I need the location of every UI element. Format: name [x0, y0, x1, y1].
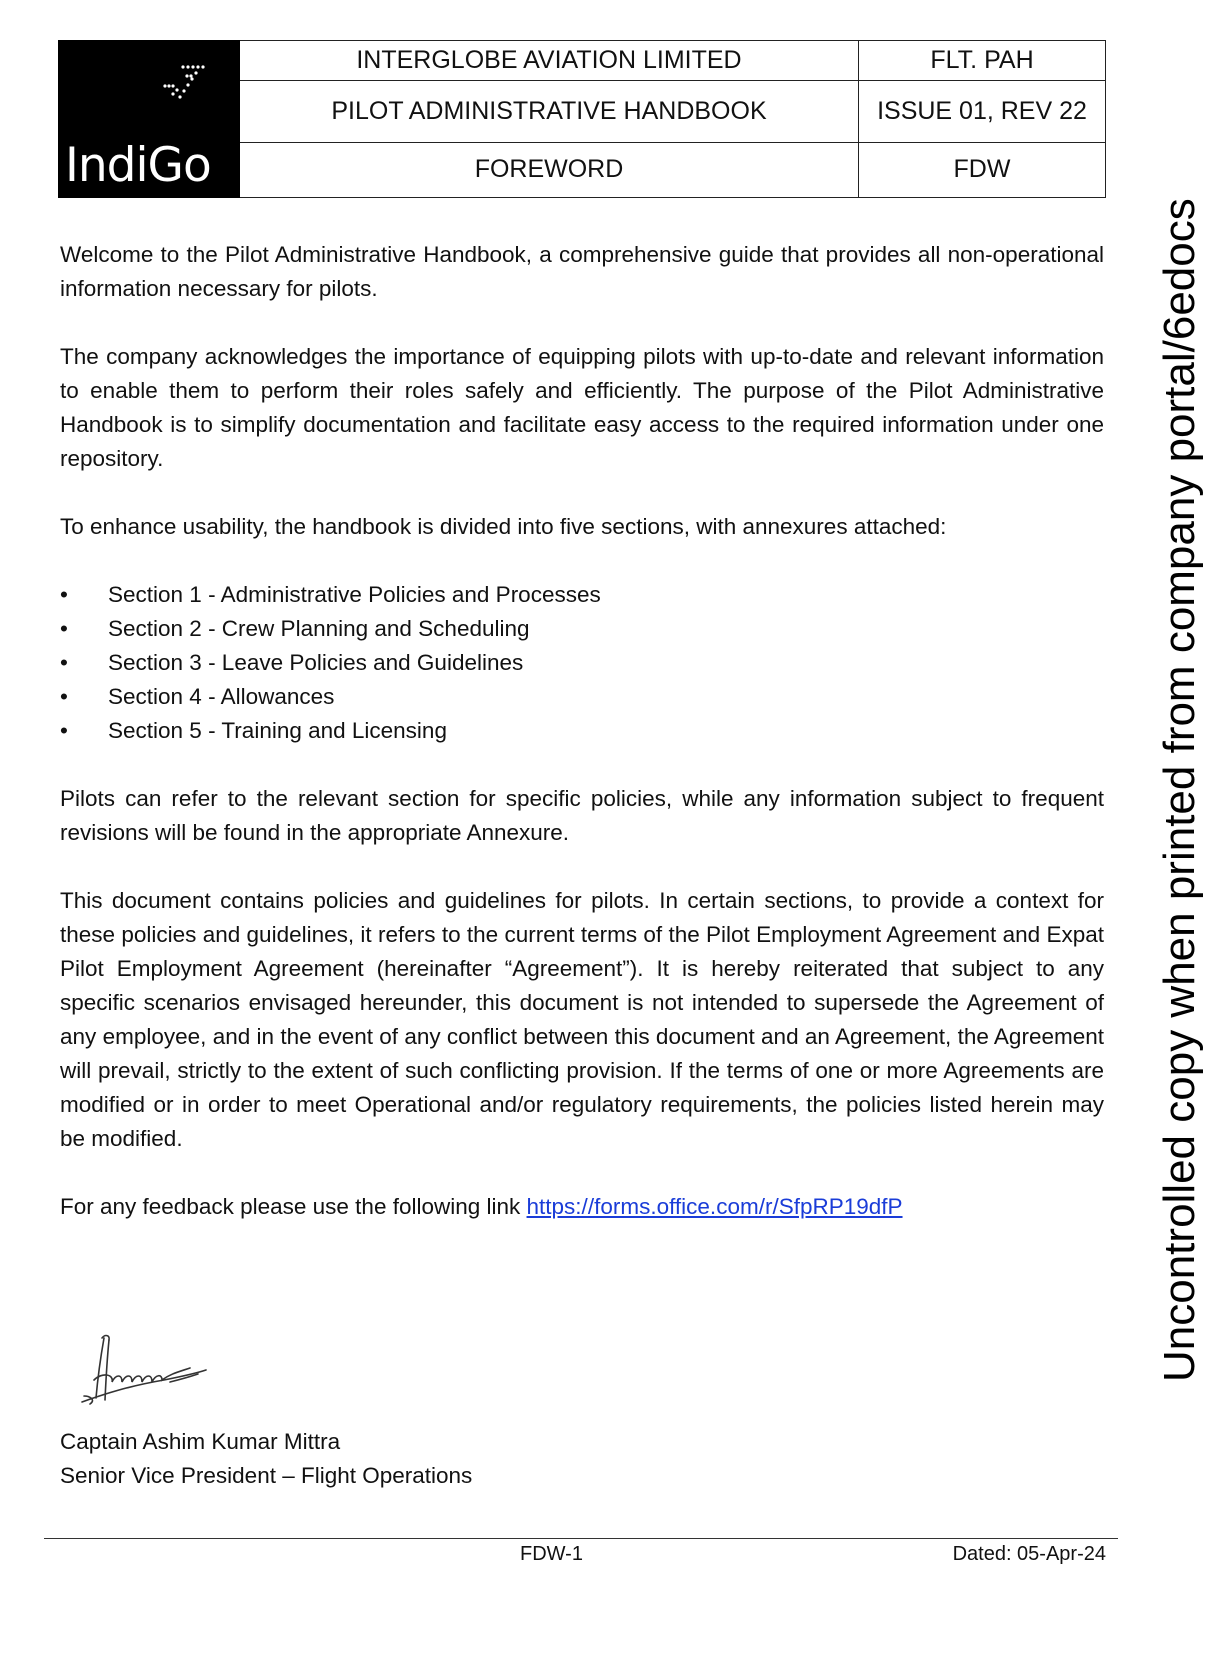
usability-paragraph: To enhance usability, the handbook is divided into five sections, with annexures attached: — [60, 514, 947, 539]
page-number: FDW-1 — [520, 1543, 583, 1565]
purpose-paragraph: The company acknowledges the importance of equipping pilots with up-to-date and relevant information to enable them to perform their roles safely and efficiently. The purpose of the Pilot Administrative Handbook is to simplify documentation and facilitate easy access to the required information under one repository. — [60, 344, 1104, 471]
intro-paragraph: Welcome to the Pilot Administrative Handbook, a comprehensive guide that provides all non-operational information necessary for pilots. — [60, 242, 1104, 301]
issue-revision: ISSUE 01, REV 22 — [859, 81, 1106, 143]
section-list — [60, 578, 1104, 748]
footer-divider — [44, 1538, 1118, 1539]
list-item: • Section 4 - Allowances — [60, 680, 1104, 714]
doc-code: FLT. PAH — [859, 41, 1106, 81]
list-item: • Section 5 - Training and Licensing — [60, 714, 1104, 748]
feedback-text: For any feedback please use the following link — [60, 1194, 527, 1219]
bullet: • — [60, 684, 68, 709]
indigo-logo — [59, 41, 240, 198]
feedback-link[interactable]: https://forms.office.com/r/SfpRP19dfP — [526, 1194, 903, 1219]
dated-label: Dated: 05-Apr-24 — [952, 1543, 1106, 1565]
bullet: • — [60, 582, 68, 607]
foreword-body — [60, 238, 1104, 1258]
list-item: • Section 1 - Administrative Policies and Processes — [60, 578, 1104, 612]
bullet: • — [60, 616, 68, 641]
feedback-paragraph — [60, 1190, 1104, 1224]
uncontrolled-copy-watermark: Uncontrolled copy when printed from company portal/6edocs — [1155, 198, 1204, 1382]
signature — [74, 1330, 224, 1410]
plane-dots-icon — [151, 59, 211, 109]
chapter-title: FOREWORD — [240, 142, 859, 197]
signatory-name: Captain Ashim Kumar Mittra — [60, 1429, 341, 1454]
signatory-title: Senior Vice President – Flight Operations — [60, 1463, 473, 1488]
signatory-block — [60, 1425, 472, 1493]
bullet: • — [60, 650, 68, 675]
chapter-code: FDW — [859, 142, 1106, 197]
list-item: • Section 3 - Leave Policies and Guidelines — [60, 646, 1104, 680]
company-name: INTERGLOBE AVIATION LIMITED — [240, 41, 859, 81]
refer-paragraph: Pilots can refer to the relevant section for specific policies, while any information subject to frequent revisions will be found in the appropriate Annexure. — [60, 786, 1104, 845]
list-item: • Section 2 - Crew Planning and Scheduling — [60, 612, 1104, 646]
agreement-paragraph: This document contains policies and guidelines for pilots. In certain sections, to provide a context for these policies and guidelines, it refers to the current terms of the Pilot Employment Agreement and Expat Pilot Employment Agreement (hereinafter “Agreement”). It is hereby reiterated that subject to any specific scenarios envisaged hereunder, this document is not intended to supersede the Agreement of any employee, and in the event of any conflict between this document and an Agreement, the Agreement will prevail, strictly to the extent of such conflicting provision. If the terms of one or more Agreements are modified or in order to meet Operational and/or regulatory requirements, the policies listed herein may be modified. — [60, 888, 1104, 1151]
bullet: • — [60, 718, 68, 743]
logo-wordmark: IndiGo — [65, 138, 211, 193]
doc-title: PILOT ADMINISTRATIVE HANDBOOK — [240, 81, 859, 143]
document-header — [58, 40, 1106, 198]
